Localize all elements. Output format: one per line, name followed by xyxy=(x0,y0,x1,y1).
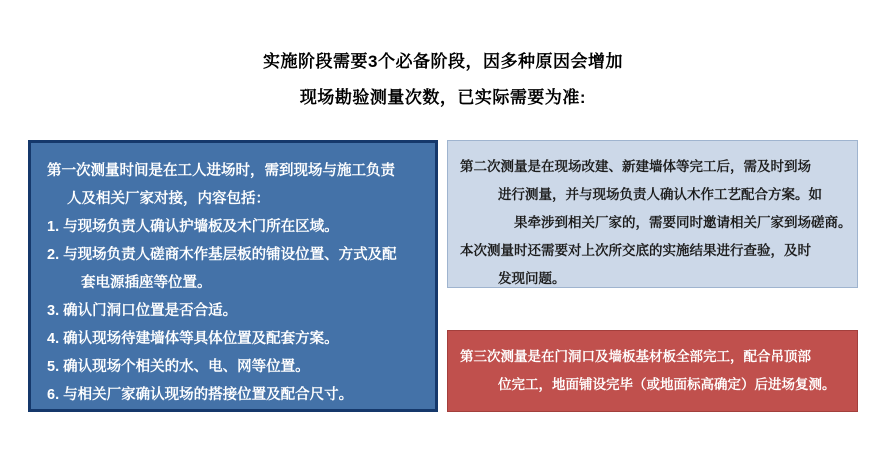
page-title-line-1: 实施阶段需要3个必备阶段，因多种原因会增加 xyxy=(263,52,623,71)
panel-second-line-4: 本次测量时还需要对上次所交底的实施结果进行查验，及时 xyxy=(460,243,811,258)
panel-third-measurement xyxy=(447,330,858,412)
panel-second-line-3: 果牵涉到相关厂家的，需要同时邀请相关厂家到场磋商。 xyxy=(514,215,852,230)
panel-first-measurement xyxy=(28,140,438,412)
panel-first-line-1: 第一次测量时间是在工人进场时，需到现场与施工负责 xyxy=(47,163,395,179)
panel-second-line-2: 进行测量，并与现场负责人确认木作工艺配合方案。如 xyxy=(498,187,822,202)
panel-first-line-3: 1. 与现场负责人确认护墙板及木门所在区域。 xyxy=(47,219,339,235)
panel-first-line-2: 人及相关厂家对接，内容包括： xyxy=(67,191,270,207)
panel-third-line-2: 位完工，地面铺设完毕（或地面标高确定）后进场复测。 xyxy=(498,377,836,392)
panel-second-line-1: 第二次测量是在现场改建、新建墙体等完工后，需及时到场 xyxy=(460,159,811,174)
panel-first-line-7: 4. 确认现场待建墙体等具体位置及配套方案。 xyxy=(47,331,339,347)
panel-first-line-5: 套电源插座等位置。 xyxy=(81,275,212,291)
panel-first-line-9: 6. 与相关厂家确认现场的搭接位置及配合尺寸。 xyxy=(47,387,354,403)
panel-first-line-6: 3. 确认门洞口位置是否合适。 xyxy=(47,303,238,319)
panel-first-line-4: 2. 与现场负责人磋商木作基层板的铺设位置、方式及配 xyxy=(47,247,397,263)
panel-third-line-1: 第三次测量是在门洞口及墙板基材板全部完工，配合吊顶部 xyxy=(460,349,811,364)
panel-second-line-5: 发现问题。 xyxy=(498,271,566,286)
page-title-line-2: 现场勘验测量次数，已实际需要为准: xyxy=(299,88,587,107)
panel-second-measurement xyxy=(447,140,858,288)
page-title xyxy=(0,44,886,116)
panel-first-line-8: 5. 确认现场个相关的水、电、网等位置。 xyxy=(47,359,310,375)
